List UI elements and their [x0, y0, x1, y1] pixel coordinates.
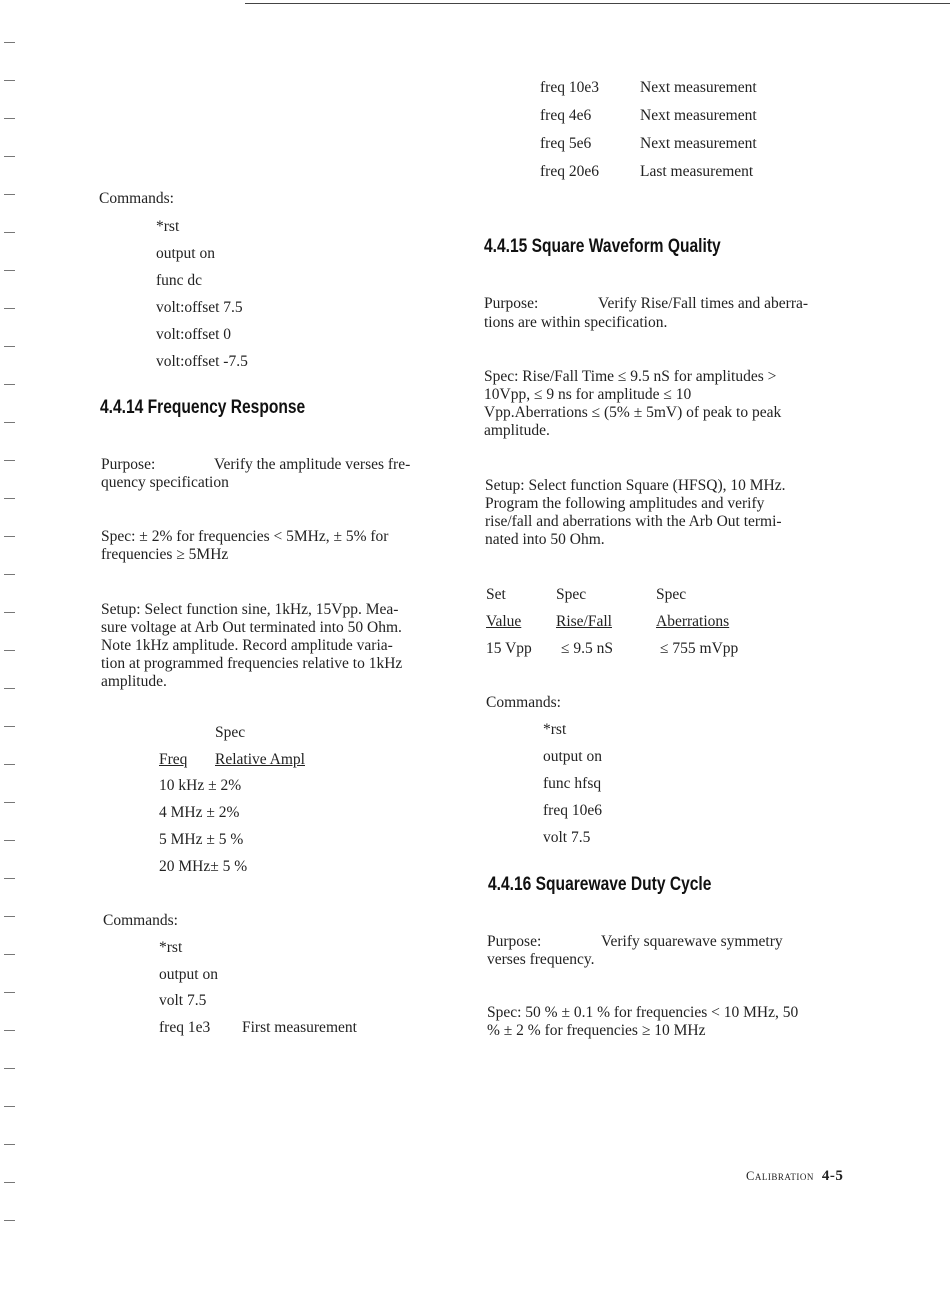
command: volt:offset 7.5	[156, 299, 243, 316]
purpose-text: Verify the amplitude verses fre-	[214, 456, 411, 473]
command: freq 10e3	[540, 79, 599, 96]
setup-text: Setup: Select function Square (HFSQ), 10 MHz.	[485, 477, 786, 494]
command-note: Next measurement	[640, 135, 757, 152]
table-cell: ≤ 755 mVpp	[660, 640, 739, 657]
purpose-text: quency specification	[101, 474, 229, 491]
command-note: Last measurement	[640, 163, 754, 180]
table-header: Set	[486, 586, 506, 603]
purpose-text: Verify Rise/Fall times and aberra-	[598, 295, 809, 312]
top-rule	[245, 3, 950, 4]
table-header: Freq	[159, 751, 188, 768]
setup-text: amplitude.	[101, 673, 167, 690]
purpose-label: Purpose:	[484, 295, 539, 312]
spec-text: amplitude.	[484, 422, 550, 439]
table-header: Spec	[556, 586, 587, 603]
purpose-label: Purpose:	[487, 933, 542, 950]
command: *rst	[543, 721, 567, 738]
command-note: Next measurement	[640, 79, 757, 96]
spec-text: Spec: Rise/Fall Time ≤ 9.5 nS for amplitudes >	[484, 368, 777, 385]
command: freq 20e6	[540, 163, 599, 180]
table-cell: 15 Vpp	[486, 640, 532, 657]
command: output on	[156, 245, 215, 262]
setup-text: tion at programmed frequencies relative to 1kHz	[101, 655, 403, 672]
section-heading: 4.4.14 Frequency Response	[100, 397, 306, 418]
command: freq 4e6	[540, 107, 592, 124]
table-header: Relative Ampl	[215, 751, 305, 768]
setup-text: Note 1kHz amplitude. Record amplitude varia-	[101, 637, 393, 654]
section-heading: 4.4.16 Squarewave Duty Cycle	[488, 874, 712, 895]
command: freq 5e6	[540, 135, 592, 152]
table-row: 5 MHz ± 5 %	[159, 831, 244, 848]
command-note: First measurement	[242, 1019, 357, 1036]
command: output on	[159, 966, 218, 983]
table-row: 10 kHz ± 2%	[159, 777, 242, 794]
spec-text: frequencies ≥ 5MHz	[101, 546, 229, 563]
command: *rst	[159, 939, 183, 956]
setup-text: Setup: Select function sine, 1kHz, 15Vpp. Mea-	[101, 601, 399, 618]
page-number: 4-5	[821, 1168, 844, 1184]
spec-text: Spec: ± 2% for frequencies < 5MHz, ± 5% for	[101, 528, 389, 545]
command: volt 7.5	[159, 992, 207, 1009]
footer-section: Calibration	[746, 1169, 814, 1183]
command: func hfsq	[543, 775, 602, 792]
commands-label: Commands:	[99, 190, 174, 207]
command: volt 7.5	[543, 829, 591, 846]
purpose-text: Verify squarewave symmetry	[601, 933, 783, 950]
setup-text: nated into 50 Ohm.	[485, 531, 605, 548]
table-header: Value	[486, 613, 522, 630]
command: volt:offset 0	[156, 326, 232, 343]
table-header: Rise/Fall	[556, 613, 612, 630]
purpose-text: tions are within specification.	[484, 314, 668, 331]
purpose-text: verses frequency.	[487, 951, 595, 968]
commands-label: Commands:	[103, 912, 178, 929]
command: freq 10e6	[543, 802, 602, 819]
setup-text: rise/fall and aberrations with the Arb Out termi-	[485, 513, 782, 530]
command: volt:offset -7.5	[156, 353, 248, 370]
spec-text: % ± 2 % for frequencies ≥ 10 MHz	[487, 1022, 706, 1039]
table-header: Spec	[215, 724, 246, 741]
table-row: 20 MHz± 5 %	[159, 858, 248, 875]
purpose-label: Purpose:	[101, 456, 156, 473]
command: output on	[543, 748, 602, 765]
setup-text: sure voltage at Arb Out terminated into 50 Ohm.	[101, 619, 402, 636]
table-header: Aberrations	[656, 613, 730, 630]
spec-text: Vpp.Aberrations ≤ (5% ± 5mV) of peak to peak	[484, 404, 782, 421]
commands-label: Commands:	[486, 694, 561, 711]
table-cell: ≤ 9.5 nS	[561, 640, 614, 657]
command: freq 1e3	[159, 1019, 211, 1036]
setup-text: Program the following amplitudes and verify	[485, 495, 765, 512]
command: func dc	[156, 272, 203, 289]
page-footer	[746, 1168, 843, 1185]
command-note: Next measurement	[640, 107, 757, 124]
table-row: 4 MHz ± 2%	[159, 804, 240, 821]
section-heading: 4.4.15 Square Waveform Quality	[484, 236, 721, 257]
spec-text: 10Vpp, ≤ 9 ns for amplitude ≤ 10	[484, 386, 692, 403]
command: *rst	[156, 218, 180, 235]
table-header: Spec	[656, 586, 687, 603]
spec-text: Spec: 50 % ± 0.1 % for frequencies < 10 MHz, 50	[487, 1004, 799, 1021]
